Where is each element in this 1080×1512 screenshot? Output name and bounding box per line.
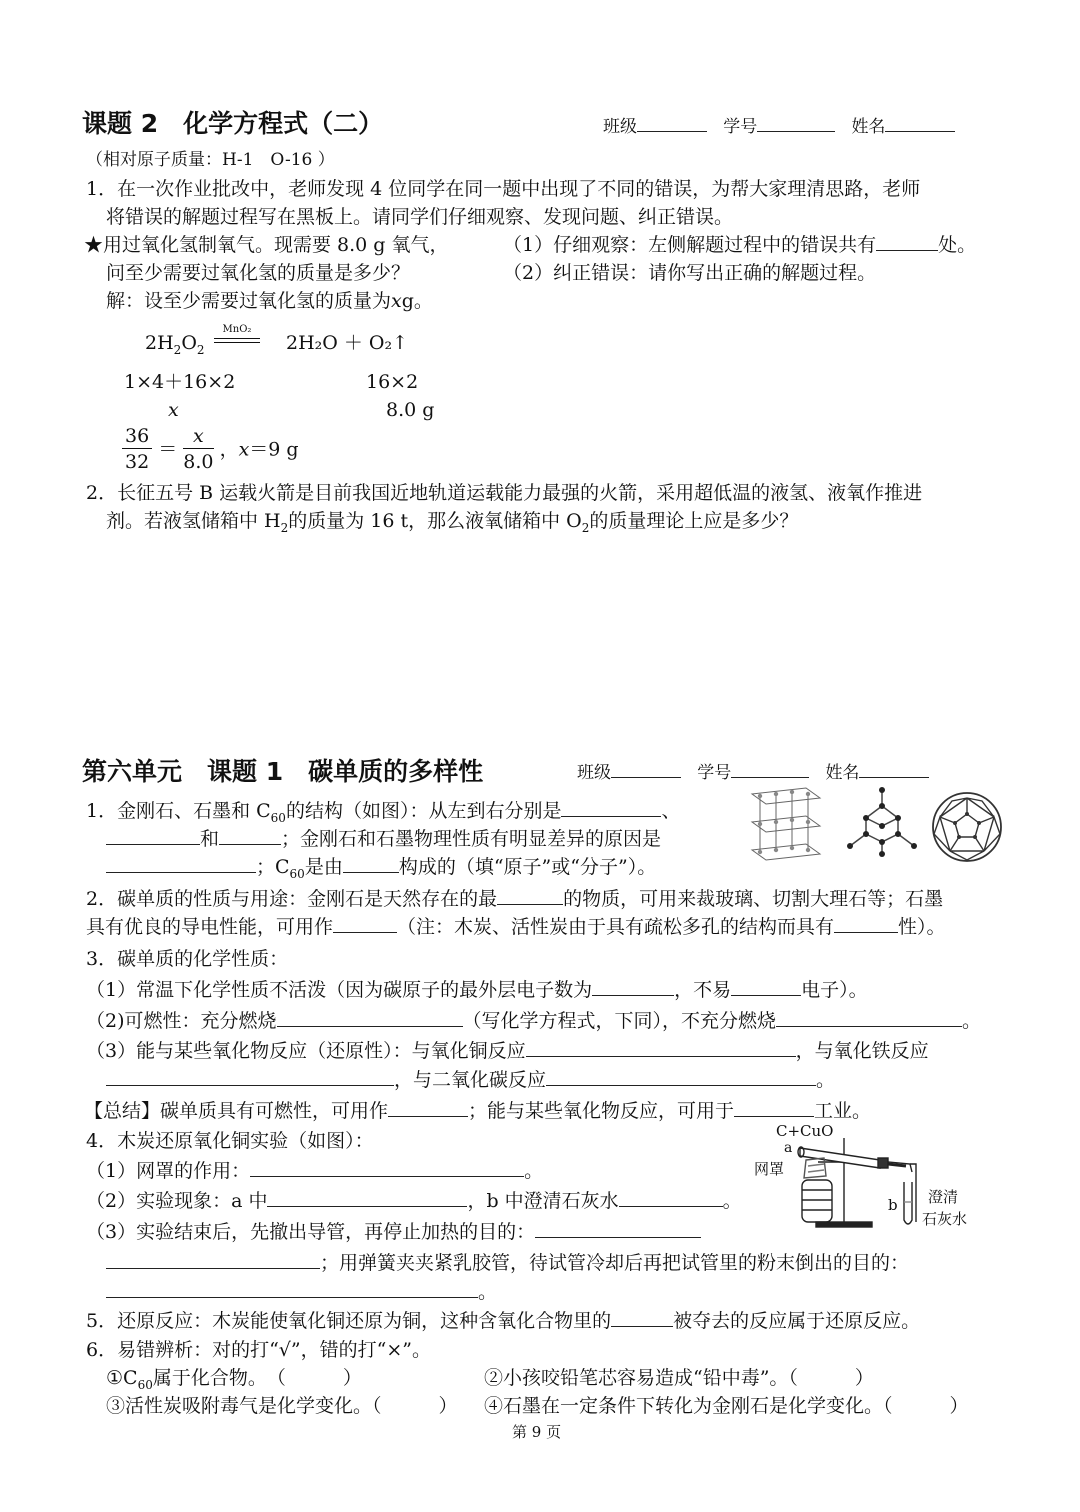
- sub1-text: （1）仔细观察：左侧解题过程中的错误共有: [503, 234, 877, 256]
- equation-reactant: $2H_2O_2$: [145, 332, 205, 357]
- judge-item-1-a: ①C: [106, 1367, 138, 1389]
- error-count-blank[interactable]: [876, 232, 938, 251]
- unknown-left: x: [168, 399, 179, 421]
- s2-q2-c: 具有优良的导电性能，可用作: [86, 916, 334, 938]
- gain-lose-blank[interactable]: [731, 977, 801, 996]
- s2-q1-c: 、: [661, 800, 681, 822]
- name-blank[interactable]: [859, 759, 929, 778]
- name-blank[interactable]: [885, 113, 955, 132]
- id-blank[interactable]: [757, 113, 835, 132]
- purpose-blank-2[interactable]: [106, 1250, 320, 1269]
- class-label: 班级: [577, 763, 611, 783]
- s2-q3-3-line1: [86, 1037, 929, 1065]
- s2-q4-1b: 。: [524, 1160, 544, 1182]
- structure-blank-1[interactable]: [561, 798, 661, 817]
- solution-prefix: 解：设至少需要过氧化氢的质量为: [106, 290, 392, 312]
- s2-q4-2c: 。: [722, 1190, 742, 1212]
- purpose-blank-1[interactable]: [535, 1219, 701, 1238]
- property-blank[interactable]: [834, 914, 898, 933]
- id-label: 学号: [697, 763, 732, 783]
- purpose-blank-3[interactable]: [106, 1279, 478, 1298]
- s2-q4-1a: （1）网罩的作用：: [86, 1160, 251, 1182]
- industry-blank[interactable]: [734, 1098, 814, 1117]
- s2-q1-e: ；金刚石和石墨物理性质有明显差异的原因是: [281, 828, 662, 850]
- s2-q4-3-line1: [86, 1218, 701, 1246]
- q1-line1: 1．在一次作业批改中，老师发现 4 位同学在同一题中出现了不同的错误，为帮大家理清思路，老师: [86, 178, 921, 200]
- q2-line2: 剂。若液氢储箱中 $H_2$的质量为 16 t，那么液氧储箱中 $O_2$的质量理论上应是多少？: [106, 510, 799, 535]
- name-label: 姓名: [825, 763, 860, 783]
- equation-line-bottom: [214, 342, 260, 343]
- s2-q2-e: 性）。: [898, 916, 946, 938]
- section1-title: 课题 2 化学方程式（二）: [82, 109, 384, 138]
- s2-q1-line3: ；$C_{60}$是由 构成的（填“原子”或“分子”）。: [106, 853, 656, 888]
- hardest-blank[interactable]: [497, 886, 563, 905]
- fig-label-limewater-1: 澄清: [928, 1188, 959, 1206]
- s2-q4-3c: 。: [478, 1281, 498, 1303]
- fraction-right-num: x: [183, 424, 213, 449]
- fraction-right-den: 8.0: [183, 451, 214, 473]
- diamond-structure-image: [844, 784, 920, 860]
- s2-q3-1c: 电子）。: [801, 979, 868, 1001]
- class-label: 班级: [603, 117, 637, 137]
- s2-q3-2a: （2)可燃性：充分燃烧: [86, 1010, 277, 1032]
- structure-blank-3[interactable]: [219, 826, 281, 845]
- s2-q1-f: ；C: [256, 856, 290, 878]
- s2-q4-3a: （3）实验结束后，先撤出导管，再停止加热的目的：: [86, 1221, 536, 1243]
- sub1-suffix: 处。: [938, 234, 977, 256]
- fig-label-b: b: [888, 1196, 898, 1214]
- equation-products: 2H₂O ＋ O₂↑: [286, 332, 409, 354]
- cuo-reaction-blank[interactable]: [526, 1038, 796, 1057]
- s2-q5-b: 被夺去的反应属于还原反应。: [673, 1310, 921, 1332]
- page-number: 第 9 页: [512, 1423, 562, 1441]
- s2-q4-3b: ；用弹簧夹夹紧乳胶管，待试管冷却后再把试管里的粉末倒出的目的：: [320, 1252, 910, 1274]
- s2-q1-b: 的结构（如图）：从左到右分别是: [285, 800, 562, 822]
- q2-part-a: 剂。若液氢储箱中 H: [106, 510, 281, 532]
- s2-q3-1: [86, 976, 868, 1004]
- judge-item-3: ③活性炭吸附毒气是化学变化。（ ）: [106, 1395, 458, 1417]
- equation-catalyst: MnO₂: [222, 324, 252, 335]
- fig-label-a: a: [784, 1140, 793, 1156]
- s2-q1-h: 构成的（填“原子”或“分子”）。: [398, 856, 657, 878]
- s2-q1-line1: 1．金刚石、石墨和 $C_{60}$的结构（如图）：从左到右分别是 、: [86, 800, 681, 825]
- s2-q3-1a: （1）常温下化学性质不活泼（因为碳原子的最外层电子数为: [86, 979, 593, 1001]
- fraction-left-den: 32: [125, 451, 150, 473]
- structure-blank-2[interactable]: [106, 826, 200, 845]
- s2-q1-g: 是由: [304, 856, 343, 878]
- s2-q3-title: 3．碳单质的化学性质：: [86, 948, 289, 970]
- s2-q4-2b: ，b 中澄清石灰水: [467, 1190, 619, 1212]
- proportion: $\frac{36}{32}$ ＝ $\frac{x}{8.0}$ ，x＝9 g: [122, 424, 299, 475]
- s2-q1-line2: [106, 825, 661, 853]
- oxygen-blank[interactable]: [611, 1308, 673, 1327]
- electron-count-blank[interactable]: [592, 977, 674, 996]
- class-blank[interactable]: [611, 759, 681, 778]
- judge-item-4: ④石墨在一定条件下转化为金刚石是化学变化。（ ）: [484, 1395, 969, 1417]
- q2-part-c: 的质量理论上应是多少？: [589, 510, 799, 532]
- fig-label-limewater-2: 石灰水: [922, 1210, 968, 1228]
- equation-line-top: [214, 338, 260, 339]
- fe2o3-reaction-blank[interactable]: [106, 1067, 394, 1086]
- s2-q4-2: [86, 1187, 742, 1215]
- judge-item-1: $①C_{60}$属于化合物。 （ ）: [106, 1367, 362, 1392]
- sub-question-1: [503, 231, 976, 259]
- solution-var: x: [391, 290, 402, 312]
- solution-intro: [106, 287, 433, 315]
- c60-structure-image: [930, 790, 1004, 864]
- phenomenon-a-blank[interactable]: [267, 1188, 467, 1207]
- q2-part-b: 的质量为 16 t，那么液氧储箱中 O: [288, 510, 582, 532]
- fraction-right: [183, 424, 213, 475]
- q1-line2: 将错误的解题过程写在黑板上。请同学们仔细观察、发现问题、纠正错误。: [106, 206, 734, 228]
- s2-q3-3d: 。: [816, 1069, 836, 1091]
- s2-q3-2b: （写化学方程式，下同），不充分燃烧: [462, 1010, 777, 1032]
- fig-label-reactants: C+CuO: [776, 1122, 834, 1140]
- s2-q2-b: 的物质，可用来裁玻璃、切割大理石等；石墨: [563, 888, 944, 910]
- phenomenon-b-blank[interactable]: [619, 1188, 723, 1207]
- s2-q2-line2: [86, 913, 946, 941]
- sub-question-2: （2）纠正错误：请你写出正确的解题过程。: [503, 262, 877, 284]
- judge-item-2: ②小孩咬铅笔芯容易造成“铅中毒”。（ ）: [484, 1367, 874, 1389]
- id-label: 学号: [723, 117, 758, 137]
- result-var: x: [238, 438, 250, 461]
- mass-right: 16×2: [366, 371, 419, 393]
- s2-q4-1: [86, 1157, 543, 1185]
- atomic-mass-note: （相对原子质量：H-1 O-16 ）: [86, 150, 335, 170]
- s2-q5-a: 5．还原反应：木炭能使氧化铜还原为铜，这种含氧化合物里的: [86, 1310, 612, 1332]
- s2-q1-d: 和: [200, 828, 220, 850]
- s2-q4-3-line2: [106, 1249, 909, 1277]
- s2-q4-3-line3: [106, 1278, 497, 1306]
- s2-q2-line1: [86, 885, 943, 913]
- incomplete-combustion-blank[interactable]: [776, 1008, 962, 1027]
- reason-blank[interactable]: [106, 854, 256, 873]
- s2-q2-a: 2．碳单质的性质与用途：金刚石是天然存在的最: [86, 888, 498, 910]
- fraction-left: [122, 424, 152, 475]
- apparatus-diagram: [780, 1118, 980, 1230]
- co2-reaction-blank[interactable]: [546, 1067, 816, 1086]
- fig-label-net: 网罩: [754, 1160, 785, 1178]
- s2-q3-3b: ，与氧化铁反应: [795, 1040, 929, 1062]
- s2-q3-3-line2: [106, 1066, 835, 1094]
- use-blank[interactable]: [333, 914, 397, 933]
- judge-item-1-b: 属于化合物。 （ ）: [152, 1367, 362, 1389]
- section2-title: 第六单元 课题 1 碳单质的多样性: [82, 757, 484, 786]
- fraction-left-num: 36: [122, 424, 152, 449]
- solution-suffix: g。: [401, 290, 433, 312]
- summary-c: 工业。: [814, 1100, 872, 1122]
- unknown-right: 8.0 g: [386, 399, 435, 421]
- s2-q4-title: 4．木炭还原氧化铜实验（如图）：: [86, 1130, 374, 1152]
- particle-blank[interactable]: [343, 854, 399, 873]
- s2-q3-1b: ，不易: [674, 979, 732, 1001]
- graphite-structure-image: [746, 784, 826, 862]
- result-value: ＝9 g: [249, 438, 299, 461]
- q2-line1: 2．长征五号 B 运载火箭是目前我国近地轨道运载能力最强的火箭，采用超低温的液氢、液氧作推进: [86, 482, 923, 504]
- s2-q3-2c: 。: [962, 1010, 982, 1032]
- s2-q4-2a: （2）实验现象：a 中: [86, 1190, 268, 1212]
- s2-q3-3c: ，与二氧化碳反应: [394, 1069, 547, 1091]
- name-label: 姓名: [851, 117, 886, 137]
- class-blank[interactable]: [637, 113, 707, 132]
- id-blank[interactable]: [731, 759, 809, 778]
- section1-student-info: [603, 112, 955, 137]
- summary-b: ；能与某些氧化物反应，可用于: [468, 1100, 735, 1122]
- summary: [84, 1097, 871, 1125]
- star-problem-line2: 问至少需要过氧化氢的质量是多少？: [106, 262, 411, 284]
- star-problem-line1: ★用过氧化氢制氧气。现需要 8.0 g 氧气，: [84, 234, 449, 256]
- s2-q3-2: [86, 1007, 981, 1035]
- net-function-blank[interactable]: [250, 1158, 524, 1177]
- s2-q5: [86, 1307, 920, 1335]
- s2-q1-a: 1．金刚石、石墨和 C: [86, 800, 271, 822]
- mass-left: 1×4＋16×2: [124, 371, 236, 393]
- s2-q2-d: （注：木炭、活性炭由于具有疏松多孔的结构而具有: [397, 916, 835, 938]
- summary-a: 【总结】碳单质具有可燃性，可用作: [84, 1100, 389, 1122]
- s2-q3-3a: （3）能与某些氧化物反应（还原性）：与氧化铜反应: [86, 1040, 526, 1062]
- section2-student-info: [577, 758, 929, 783]
- complete-combustion-blank[interactable]: [277, 1008, 463, 1027]
- fuel-blank[interactable]: [388, 1098, 468, 1117]
- s2-q6-title: 6．易错辨析：对的打“√”，错的打“×”。: [86, 1339, 431, 1361]
